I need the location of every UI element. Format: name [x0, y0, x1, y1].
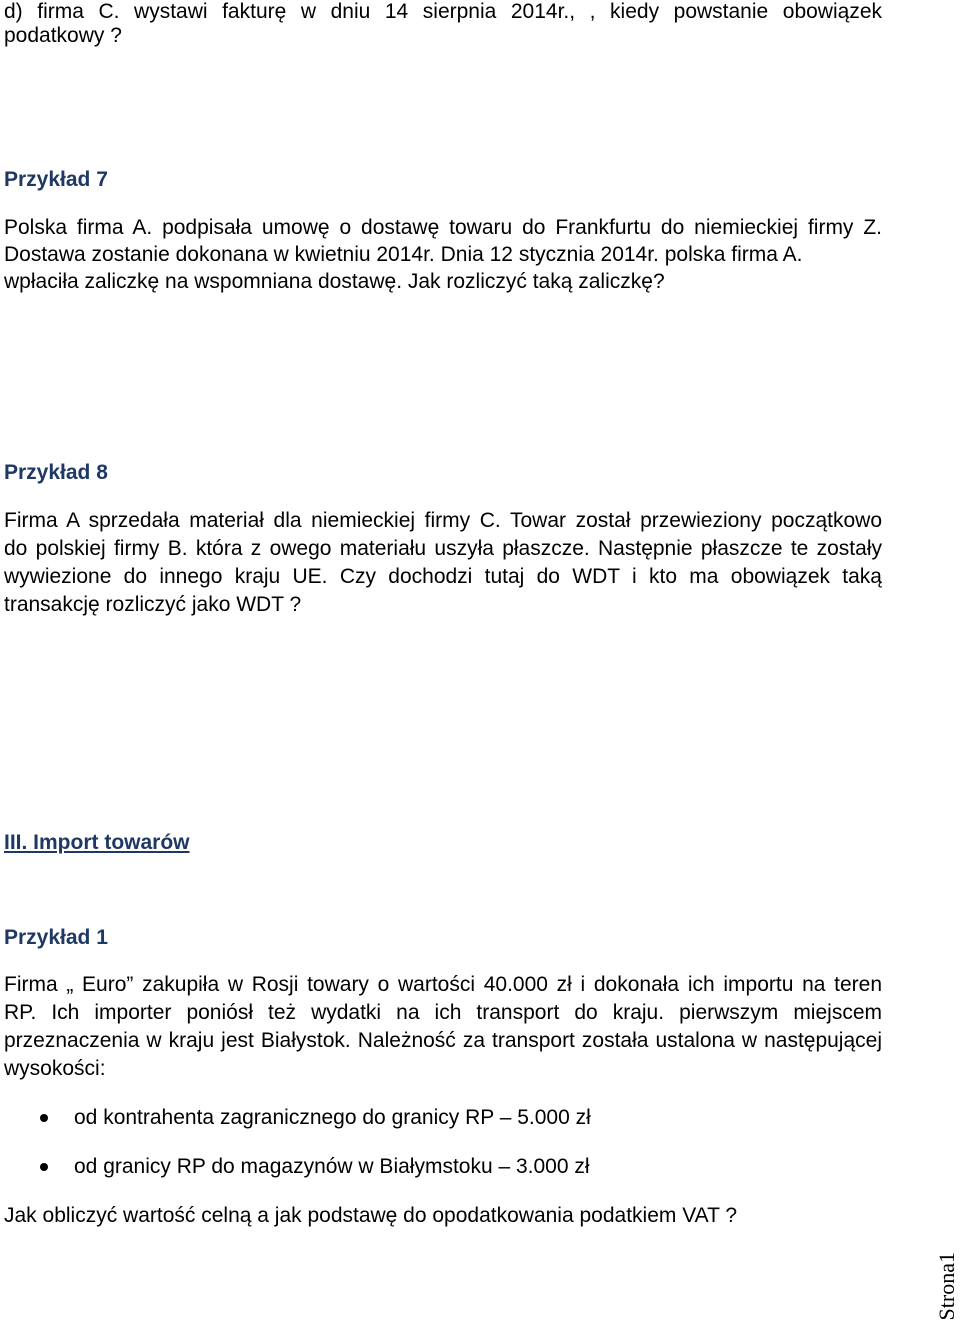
example-1-line-1: Firma „ Euro” zakupiła w Rosji towary o wartości 40.000 zł i dokonała ich importu na teren	[4, 973, 882, 996]
example-8-line-4: transakcję rozliczyć jako WDT ?	[4, 593, 302, 616]
bullet-dot-icon	[40, 1163, 48, 1171]
example-1-heading: Przykład 1	[4, 926, 108, 949]
example-7-line-2: Dostawa zostanie dokonana w kwietniu 2014r. Dnia 12 stycznia 2014r. polska firma A.	[4, 243, 803, 266]
example-7-line-3: wpłaciła zaliczkę na wspomniana dostawę. Jak rozliczyć taką zaliczkę?	[4, 270, 665, 293]
example-7-heading: Przykład 7	[4, 168, 108, 191]
example-8-line-2: do polskiej firmy B. która z owego materiału uszyła płaszcze. Następnie płaszcze te zostały	[4, 537, 882, 560]
example-1-line-3: przeznaczenia w kraju jest Białystok. Należność za transport została ustalona w następującej	[4, 1029, 882, 1052]
example-7-line-1: Polska firma A. podpisała umowę o dostawę towaru do Frankfurtu do niemieckiej firmy Z.	[4, 216, 882, 239]
example-1-line-2: RP. Ich importer poniósł też wydatki na ich transport do kraju. pierwszym miejscem	[4, 1001, 882, 1024]
example-1-line-4: wysokości:	[4, 1057, 106, 1080]
example-8-heading: Przykład 8	[4, 461, 108, 484]
example-1-question: Jak obliczyć wartość celną a jak podstawę do opodatkowania podatkiem VAT ?	[4, 1204, 738, 1227]
list-item: od kontrahenta zagranicznego do granicy RP – 5.000 zł	[74, 1106, 591, 1129]
example-8-line-1: Firma A sprzedała materiał dla niemieckiej firmy C. Towar został przewieziony początkowo	[4, 509, 882, 532]
page-number-label: Strona1	[934, 1252, 959, 1321]
intro-line-1: d) firma C. wystawi fakturę w dniu 14 sierpnia 2014r., , kiedy powstanie obowiązek	[4, 0, 882, 23]
bullet-dot-icon	[40, 1114, 48, 1122]
list-item: od granicy RP do magazynów w Białymstoku – 3.000 zł	[74, 1155, 590, 1178]
example-8-line-3: wywiezione do innego kraju UE. Czy dochodzi tutaj do WDT i kto ma obowiązek taką	[4, 565, 882, 588]
section-3-heading: III. Import towarów	[4, 831, 190, 854]
intro-line-2: podatkowy ?	[4, 24, 122, 47]
